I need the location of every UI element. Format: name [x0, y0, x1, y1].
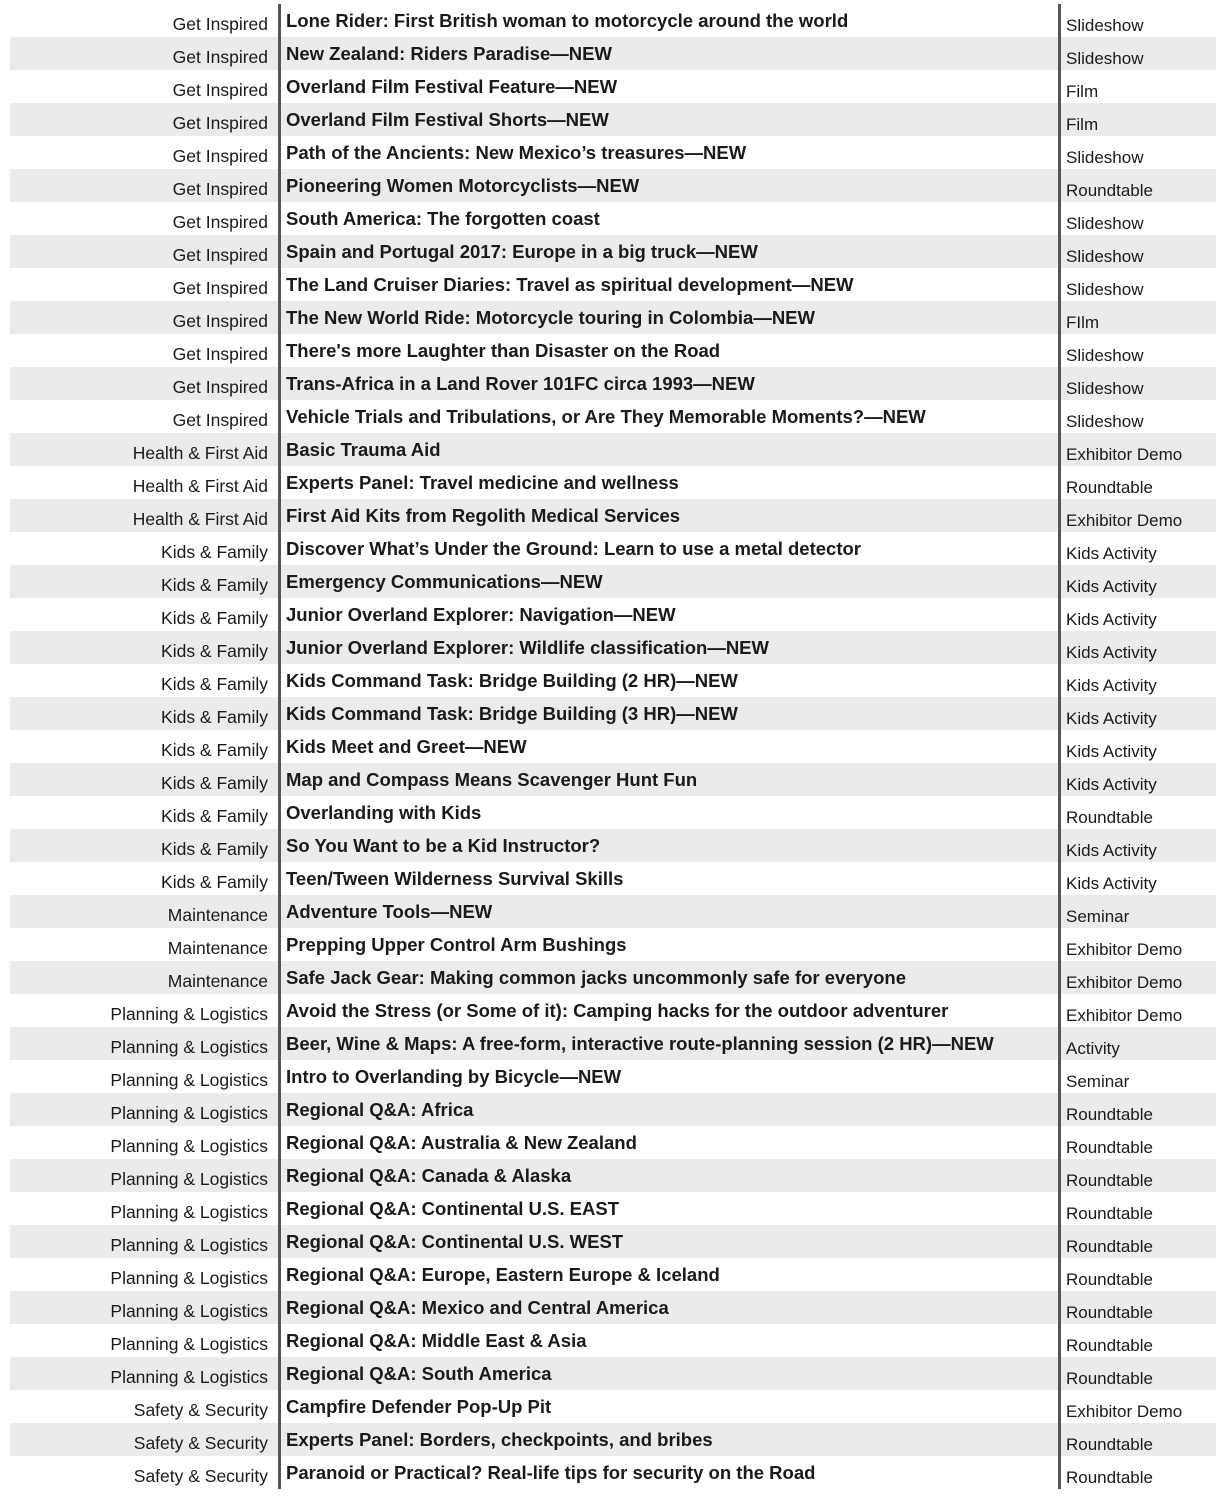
format-cell: Slideshow	[1058, 334, 1216, 367]
category-cell: Planning & Logistics	[110, 1136, 268, 1156]
table-row	[10, 1456, 1216, 1489]
format-cell: Slideshow	[1058, 268, 1216, 301]
format-cell: Slideshow	[1058, 367, 1216, 400]
session-title-cell: The Land Cruiser Diaries: Travel as spiritual development—NEW	[278, 268, 1058, 301]
table-row	[10, 1159, 1216, 1192]
table-row	[10, 1390, 1216, 1423]
format-cell: Kids Activity	[1058, 862, 1216, 895]
table-row	[10, 268, 1216, 301]
category-cell: Kids & Family	[161, 674, 268, 694]
format-cell: Kids Activity	[1058, 664, 1216, 697]
category-cell: Kids & Family	[161, 806, 268, 826]
table-row	[10, 1093, 1216, 1126]
category-cell: Kids & Family	[161, 740, 268, 760]
table-row	[10, 1258, 1216, 1291]
session-title-cell: Discover What’s Under the Ground: Learn to use a metal detector	[278, 532, 1058, 565]
table-row	[10, 499, 1216, 532]
session-title-cell: There's more Laughter than Disaster on the Road	[278, 334, 1058, 367]
category-cell: Planning & Logistics	[110, 1367, 268, 1387]
session-title-cell: Experts Panel: Travel medicine and wellness	[278, 466, 1058, 499]
table-row	[10, 334, 1216, 367]
table-row	[10, 994, 1216, 1027]
format-cell: Kids Activity	[1058, 565, 1216, 598]
category-cell: Planning & Logistics	[110, 1268, 268, 1288]
format-cell: Kids Activity	[1058, 631, 1216, 664]
format-cell: Roundtable	[1058, 1258, 1216, 1291]
session-title-cell: Overland Film Festival Feature—NEW	[278, 70, 1058, 103]
category-cell: Safety & Security	[133, 1433, 268, 1453]
category-cell: Get Inspired	[172, 245, 268, 265]
table-row	[10, 136, 1216, 169]
category-cell: Maintenance	[167, 905, 268, 925]
category-cell: Get Inspired	[172, 113, 268, 133]
format-cell: Kids Activity	[1058, 697, 1216, 730]
category-cell: Get Inspired	[172, 212, 268, 232]
session-title-cell: The New World Ride: Motorcycle touring in Colombia—NEW	[278, 301, 1058, 334]
table-row	[10, 4, 1216, 37]
category-cell: Planning & Logistics	[110, 1202, 268, 1222]
category-cell: Planning & Logistics	[110, 1169, 268, 1189]
session-table	[10, 4, 1216, 1489]
table-row	[10, 301, 1216, 334]
category-cell: Maintenance	[167, 971, 268, 991]
table-row	[10, 1357, 1216, 1390]
table-row	[10, 1126, 1216, 1159]
format-cell: Roundtable	[1058, 1423, 1216, 1456]
format-cell: Kids Activity	[1058, 532, 1216, 565]
session-title-cell: Vehicle Trials and Tribulations, or Are They Memorable Moments?—NEW	[278, 400, 1058, 433]
table-row	[10, 631, 1216, 664]
session-title-cell: Regional Q&A: Middle East & Asia	[278, 1324, 1058, 1357]
category-cell: Health & First Aid	[132, 443, 268, 463]
format-cell: Roundtable	[1058, 169, 1216, 202]
category-cell: Get Inspired	[172, 179, 268, 199]
category-cell: Get Inspired	[172, 14, 268, 34]
session-title-cell: Regional Q&A: Continental U.S. WEST	[278, 1225, 1058, 1258]
category-cell: Planning & Logistics	[110, 1004, 268, 1024]
table-row	[10, 796, 1216, 829]
session-title-cell: So You Want to be a Kid Instructor?	[278, 829, 1058, 862]
session-title-cell: Adventure Tools—NEW	[278, 895, 1058, 928]
category-cell: Planning & Logistics	[110, 1037, 268, 1057]
format-cell: Film	[1058, 70, 1216, 103]
session-title-cell: Junior Overland Explorer: Wildlife classification—NEW	[278, 631, 1058, 664]
format-cell: Slideshow	[1058, 235, 1216, 268]
table-row	[10, 664, 1216, 697]
table-row	[10, 961, 1216, 994]
table-row	[10, 169, 1216, 202]
table-row	[10, 862, 1216, 895]
session-title-cell: New Zealand: Riders Paradise—NEW	[278, 37, 1058, 70]
category-cell: Safety & Security	[133, 1400, 268, 1420]
session-title-cell: Avoid the Stress (or Some of it): Camping hacks for the outdoor adventurer	[278, 994, 1058, 1027]
session-title-cell: Trans-Africa in a Land Rover 101FC circa 1993—NEW	[278, 367, 1058, 400]
table-row	[10, 1192, 1216, 1225]
format-cell: Slideshow	[1058, 37, 1216, 70]
session-title-cell: Regional Q&A: Canada & Alaska	[278, 1159, 1058, 1192]
session-title-cell: Kids Meet and Greet—NEW	[278, 730, 1058, 763]
format-cell: Roundtable	[1058, 1357, 1216, 1390]
session-title-cell: Regional Q&A: Australia & New Zealand	[278, 1126, 1058, 1159]
session-title-cell: Beer, Wine & Maps: A free-form, interactive route-planning session (2 HR)—NEW	[278, 1027, 1058, 1060]
table-row	[10, 433, 1216, 466]
table-row	[10, 1027, 1216, 1060]
session-title-cell: Regional Q&A: Europe, Eastern Europe & Iceland	[278, 1258, 1058, 1291]
category-cell: Kids & Family	[161, 872, 268, 892]
category-cell: Maintenance	[167, 938, 268, 958]
session-title-cell: Lone Rider: First British woman to motorcycle around the world	[278, 4, 1058, 37]
category-cell: Kids & Family	[161, 575, 268, 595]
table-row	[10, 1225, 1216, 1258]
table-row	[10, 1291, 1216, 1324]
format-cell: Slideshow	[1058, 400, 1216, 433]
table-row	[10, 565, 1216, 598]
category-cell: Planning & Logistics	[110, 1235, 268, 1255]
session-title-cell: Kids Command Task: Bridge Building (3 HR)—NEW	[278, 697, 1058, 730]
session-title-cell: Junior Overland Explorer: Navigation—NEW	[278, 598, 1058, 631]
table-row	[10, 895, 1216, 928]
session-title-cell: Safe Jack Gear: Making common jacks uncommonly safe for everyone	[278, 961, 1058, 994]
table-row	[10, 1324, 1216, 1357]
session-title-cell: Prepping Upper Control Arm Bushings	[278, 928, 1058, 961]
format-cell: Exhibitor Demo	[1058, 433, 1216, 466]
format-cell: Roundtable	[1058, 1159, 1216, 1192]
category-cell: Planning & Logistics	[110, 1334, 268, 1354]
table-row	[10, 400, 1216, 433]
session-title-cell: Regional Q&A: South America	[278, 1357, 1058, 1390]
category-cell: Kids & Family	[161, 641, 268, 661]
table-row	[10, 1060, 1216, 1093]
session-title-cell: Overlanding with Kids	[278, 796, 1058, 829]
table-row	[10, 928, 1216, 961]
session-title-cell: Spain and Portugal 2017: Europe in a big truck—NEW	[278, 235, 1058, 268]
format-cell: Film	[1058, 103, 1216, 136]
session-title-cell: Pioneering Women Motorcyclists—NEW	[278, 169, 1058, 202]
session-title-cell: Kids Command Task: Bridge Building (2 HR)—NEW	[278, 664, 1058, 697]
session-title-cell: Regional Q&A: Mexico and Central America	[278, 1291, 1058, 1324]
format-cell: Roundtable	[1058, 796, 1216, 829]
category-cell: Get Inspired	[172, 344, 268, 364]
format-cell: Kids Activity	[1058, 829, 1216, 862]
category-cell: Planning & Logistics	[110, 1301, 268, 1321]
format-cell: Exhibitor Demo	[1058, 928, 1216, 961]
table-row	[10, 202, 1216, 235]
table-row	[10, 697, 1216, 730]
table-row	[10, 466, 1216, 499]
table-row	[10, 70, 1216, 103]
session-title-cell: Teen/Tween Wilderness Survival Skills	[278, 862, 1058, 895]
category-cell: Safety & Security	[133, 1466, 268, 1486]
category-cell: Get Inspired	[172, 278, 268, 298]
category-cell: Get Inspired	[172, 311, 268, 331]
category-cell: Health & First Aid	[132, 509, 268, 529]
category-cell: Kids & Family	[161, 542, 268, 562]
format-cell: Seminar	[1058, 1060, 1216, 1093]
session-title-cell: Basic Trauma Aid	[278, 433, 1058, 466]
category-cell: Health & First Aid	[132, 476, 268, 496]
table-row	[10, 829, 1216, 862]
format-cell: Roundtable	[1058, 1225, 1216, 1258]
table-row	[10, 235, 1216, 268]
table-row	[10, 367, 1216, 400]
category-cell: Planning & Logistics	[110, 1103, 268, 1123]
format-cell: FIlm	[1058, 301, 1216, 334]
table-row	[10, 532, 1216, 565]
format-cell: Roundtable	[1058, 1192, 1216, 1225]
format-cell: Roundtable	[1058, 1126, 1216, 1159]
format-cell: Kids Activity	[1058, 763, 1216, 796]
table-row	[10, 763, 1216, 796]
format-cell: Slideshow	[1058, 4, 1216, 37]
format-cell: Slideshow	[1058, 202, 1216, 235]
format-cell: Roundtable	[1058, 1093, 1216, 1126]
format-cell: Exhibitor Demo	[1058, 961, 1216, 994]
category-cell: Get Inspired	[172, 47, 268, 67]
category-cell: Planning & Logistics	[110, 1070, 268, 1090]
format-cell: Exhibitor Demo	[1058, 499, 1216, 532]
session-title-cell: Map and Compass Means Scavenger Hunt Fun	[278, 763, 1058, 796]
format-cell: Slideshow	[1058, 136, 1216, 169]
format-cell: Roundtable	[1058, 1456, 1216, 1489]
table-row	[10, 103, 1216, 136]
session-title-cell: Regional Q&A: Continental U.S. EAST	[278, 1192, 1058, 1225]
format-cell: Kids Activity	[1058, 730, 1216, 763]
table-row	[10, 37, 1216, 70]
category-cell: Get Inspired	[172, 80, 268, 100]
session-title-cell: Campfire Defender Pop-Up Pit	[278, 1390, 1058, 1423]
session-title-cell: South America: The forgotten coast	[278, 202, 1058, 235]
session-title-cell: Path of the Ancients: New Mexico’s treasures—NEW	[278, 136, 1058, 169]
session-title-cell: First Aid Kits from Regolith Medical Services	[278, 499, 1058, 532]
table-row	[10, 1423, 1216, 1456]
format-cell: Kids Activity	[1058, 598, 1216, 631]
session-title-cell: Intro to Overlanding by Bicycle—NEW	[278, 1060, 1058, 1093]
format-cell: Seminar	[1058, 895, 1216, 928]
category-cell: Kids & Family	[161, 839, 268, 859]
category-cell: Kids & Family	[161, 608, 268, 628]
session-title-cell: Experts Panel: Borders, checkpoints, and bribes	[278, 1423, 1058, 1456]
session-title-cell: Emergency Communications—NEW	[278, 565, 1058, 598]
format-cell: Roundtable	[1058, 1324, 1216, 1357]
table-row	[10, 598, 1216, 631]
format-cell: Exhibitor Demo	[1058, 1390, 1216, 1423]
format-cell: Activity	[1058, 1027, 1216, 1060]
session-title-cell: Paranoid or Practical? Real-life tips for security on the Road	[278, 1456, 1058, 1489]
session-title-cell: Overland Film Festival Shorts—NEW	[278, 103, 1058, 136]
category-cell: Get Inspired	[172, 377, 268, 397]
category-cell: Kids & Family	[161, 707, 268, 727]
category-cell: Kids & Family	[161, 773, 268, 793]
session-title-cell: Regional Q&A: Africa	[278, 1093, 1058, 1126]
format-cell: Roundtable	[1058, 466, 1216, 499]
table-row	[10, 730, 1216, 763]
format-cell: Roundtable	[1058, 1291, 1216, 1324]
format-cell: Exhibitor Demo	[1058, 994, 1216, 1027]
category-cell: Get Inspired	[172, 146, 268, 166]
category-cell: Get Inspired	[172, 410, 268, 430]
